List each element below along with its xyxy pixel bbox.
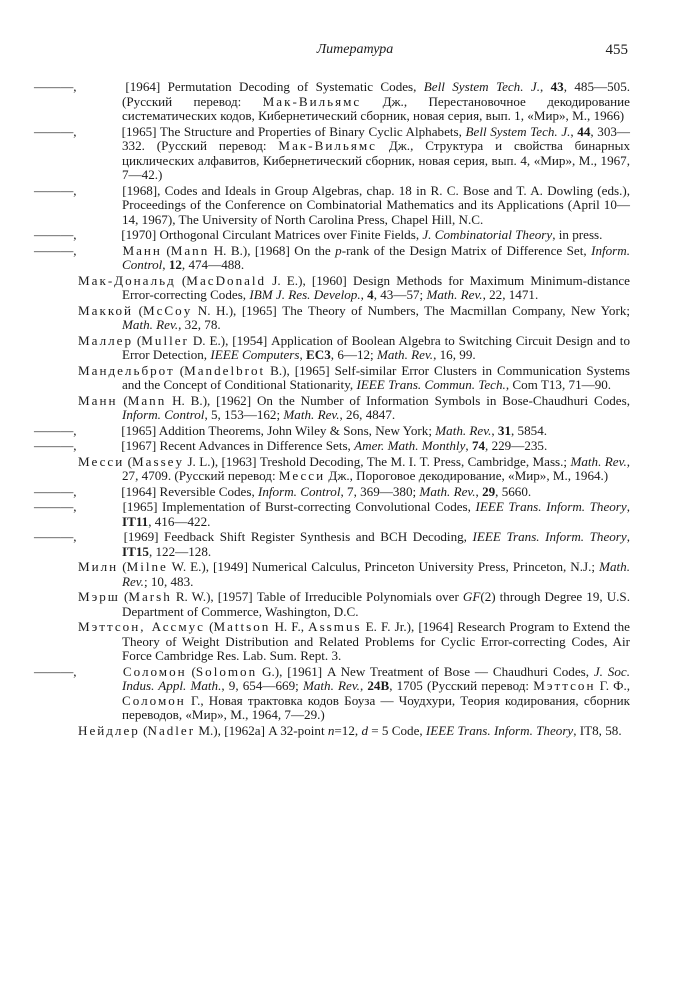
- reference-text: (: [133, 302, 143, 318]
- reference-text: , 5, 153—162;: [204, 407, 284, 422]
- italic-text: IEEE Trans. Commun. Tech.: [356, 377, 506, 392]
- reference-text: Assmus: [308, 619, 362, 634]
- reference-text: ,: [475, 483, 483, 499]
- reference-text: Дж., Пороговое декодирование, «Мир», М., 1964.): [325, 468, 609, 483]
- italic-text: Amer. Math. Monthly: [354, 438, 466, 453]
- reference-text: J. E.), [1960] Design Methods for Maximum Minimum-distance Error-correcting Codes,: [122, 272, 630, 302]
- reference-text: Mandelbrot: [184, 362, 266, 378]
- reference-entry: [34, 438, 630, 454]
- reference-text: , 22, 1471.: [482, 287, 539, 302]
- author-name: Милн: [78, 559, 119, 574]
- reference-text: -rank of the Design Matrix of Difference Set,: [341, 242, 592, 258]
- reference-text: , 43—57;: [373, 287, 427, 302]
- italic-text: Math. Rev.: [122, 317, 179, 332]
- reference-text: Nadler: [147, 722, 196, 738]
- reference-text: , 485—505. (Русский перевод:: [122, 79, 631, 109]
- bold-text: 43: [550, 79, 564, 94]
- reference-text: , 122—128.: [148, 543, 212, 559]
- reference-entry: [78, 724, 630, 739]
- reference-text: = 5 Code,: [367, 722, 426, 738]
- bold-text: 4: [367, 287, 374, 302]
- reference-text: Mann: [170, 242, 210, 258]
- reference-entry: [78, 274, 630, 303]
- reference-text: =12,: [334, 722, 362, 738]
- italic-text: Bell System Tech. J.: [423, 79, 540, 94]
- italic-text: Bell System Tech. J.: [465, 123, 571, 139]
- reference-text: Г. Ф.,: [595, 678, 631, 693]
- bold-text: 74: [471, 438, 486, 453]
- ditto-dash: ———,: [34, 79, 77, 94]
- ditto-dash: ———,: [34, 499, 77, 514]
- reference-text: (: [119, 589, 129, 604]
- italic-text: Inform. Control: [258, 483, 341, 499]
- ditto-dash: ———,: [34, 438, 77, 453]
- reference-text: , 6—12;: [330, 347, 377, 362]
- reference-text: ,: [539, 79, 551, 94]
- italic-text: d: [361, 722, 368, 738]
- reference-text: [1970] Orthogonal Circulant Matrices over Finite Fields,: [118, 227, 423, 242]
- reference-text: (: [118, 559, 127, 574]
- reference-entry: [34, 123, 631, 183]
- bold-text: 12: [168, 257, 182, 272]
- reference-text: W. E.), [1949] Numerical Calculus, Princeton University Press, Princeton, N.J.;: [167, 559, 600, 574]
- reference-text: ,: [162, 257, 169, 272]
- reference-text: ,: [360, 287, 368, 302]
- reference-text: [1965] Addition Theorems, John Wiley & Sons, New York;: [118, 422, 436, 438]
- reference-entry: [78, 334, 630, 363]
- reference-text: [1968], Codes and Ideals in Group Algebras, chap. 18 in R. C. Bose and T. A. Dowling (eds.), Proceedings of the Conference on Combinatorial Mathematics and its Applications (April 10—14, 1967), The University of North Carolina Press, Chapel Hill, N.C.: [118, 182, 630, 227]
- reference-text: ,: [359, 678, 368, 693]
- italic-text: IEEE Computers: [210, 347, 300, 362]
- reference-text: J. L.), [1963] Treshold Decoding, The M. I. T. Press, Cambridge, Mass.;: [184, 453, 571, 469]
- reference-entry: [78, 364, 630, 393]
- reference-text: H. B.), [1962] On the Number of Information Symbols in Bose-Chaudhuri Codes,: [166, 392, 630, 408]
- reference-text: B.), [1965] Self-similar Error Clusters in Communication Systems and the Concept of Conditional Stationarity,: [122, 362, 630, 392]
- reference-text: ,: [299, 347, 307, 362]
- italic-text: Math. Rev.: [283, 407, 340, 422]
- italic-text: J. Combinatorial Theory: [422, 227, 553, 242]
- reference-entry: [34, 529, 630, 559]
- italic-text: Math. Rev.: [426, 287, 483, 302]
- reference-text: McCoy: [142, 302, 193, 318]
- reference-text: Mattson: [213, 619, 271, 634]
- reference-text: (: [133, 332, 142, 348]
- reference-text: Muller: [141, 332, 189, 348]
- reference-entry: [34, 483, 630, 500]
- italic-text: Math. Rev.: [376, 347, 434, 362]
- reference-list: [34, 79, 631, 739]
- bold-text: IT15: [122, 543, 149, 559]
- reference-text: , 27, 4709. (Русский перевод:: [122, 453, 630, 483]
- reference-entry: [34, 422, 630, 439]
- ditto-dash: ———,: [34, 663, 77, 679]
- ditto-dash: ———,: [34, 242, 77, 258]
- reference-text: , 303—332. (Русский перевод:: [122, 123, 631, 153]
- reference-text: [1965] The Structure and Properties of Binary Cyclic Alphabets,: [118, 123, 466, 139]
- reference-entry: [34, 227, 630, 243]
- reference-text: ,: [491, 422, 498, 438]
- author-name: Манн: [78, 392, 118, 408]
- author-name: Маккой: [78, 302, 134, 318]
- reference-entry: [78, 590, 630, 619]
- reference-text: Дж., Структура и свойства бинарных циклических алфавитов, Кибернетический сборник, новая серия, вып. 4, «Мир», М., 1967, 7—42.): [122, 138, 630, 182]
- ditto-dash: ———,: [34, 422, 77, 438]
- reference-text: R. W.), [1957] Table of Irreducible Polynomials over: [171, 589, 463, 604]
- reference-text: [1967] Recent Advances in Difference Sets,: [118, 438, 355, 453]
- italic-text: Math. Rev.: [570, 453, 627, 469]
- reference-text: N. H.), [1965] The Theory of Numbers, The Macmillan Company, New York;: [192, 302, 630, 318]
- reference-text: Мак-Вильямс: [278, 138, 377, 153]
- italic-text: IEEE Trans. Inform. Theory: [475, 499, 627, 514]
- author-name: Мак-Дональд: [78, 272, 176, 288]
- reference-text: ; 10, 483.: [143, 573, 194, 589]
- bold-text: EC3: [306, 347, 331, 362]
- reference-text: Соломон: [122, 692, 186, 708]
- reference-text: Mann: [127, 392, 167, 408]
- italic-text: IBM J. Res. Develop.: [249, 287, 361, 302]
- reference-entry: [34, 182, 630, 228]
- reference-text: G.), [1961] A New Treatment of Bose — Chaudhuri Codes,: [257, 663, 594, 679]
- reference-text: , 7, 369—380;: [340, 483, 420, 499]
- reference-entry: [78, 620, 630, 664]
- reference-text: Соломон: [122, 663, 187, 679]
- reference-text: Massey: [132, 453, 185, 469]
- reference-text: , 5660.: [495, 483, 532, 499]
- reference-text: Манн: [122, 242, 162, 258]
- italic-text: p: [335, 242, 342, 258]
- reference-text: H. F.,: [270, 619, 309, 634]
- italic-text: Math. Rev.: [122, 559, 630, 589]
- italic-text: Math. Rev.: [419, 483, 476, 499]
- reference-text: (: [175, 272, 187, 288]
- reference-text: ,: [626, 499, 630, 514]
- author-name: Нейдлер: [78, 722, 140, 738]
- reference-text: , 26, 4847.: [339, 407, 396, 422]
- reference-text: Мэттсон: [533, 678, 596, 693]
- page-header: [80, 40, 630, 60]
- author-name: Мэрш: [78, 589, 120, 604]
- bold-text: IT11: [122, 513, 149, 529]
- reference-text: (: [161, 242, 171, 258]
- italic-text: J. Soc. Indus. Appl. Math.: [122, 663, 630, 693]
- reference-text: , in press.: [552, 227, 603, 242]
- reference-text: Мак-Вильямс: [262, 93, 362, 109]
- reference-text: H. B.), [1968] On the: [209, 242, 336, 258]
- bold-text: 29: [482, 483, 496, 499]
- reference-text: Solomon: [195, 663, 258, 679]
- reference-text: , 229—235.: [485, 438, 548, 453]
- reference-text: ,: [570, 123, 578, 139]
- ditto-dash: ———,: [34, 227, 77, 242]
- reference-text: ,: [465, 438, 472, 453]
- author-name: Мэттсон, Ассмус: [78, 619, 205, 634]
- running-title: Литература: [316, 42, 394, 57]
- reference-text: (: [124, 453, 133, 469]
- reference-text: [1969] Feedback Shift Register Synthesis and BCH Decoding,: [118, 529, 473, 544]
- reference-entry: [78, 560, 630, 589]
- author-name: Мандельброт: [78, 362, 175, 378]
- italic-text: Math. Rev.: [435, 422, 492, 438]
- ditto-dash: ———,: [34, 529, 77, 544]
- italic-text: Inform. Control: [122, 242, 630, 272]
- reference-text: D. E.), [1954] Application of Boolean Algebra to Switching Circuit Design and to Error Detection,: [122, 332, 630, 362]
- author-name: Месси: [78, 453, 125, 469]
- bold-text: 24B: [367, 678, 390, 693]
- page-number: 455: [605, 42, 628, 58]
- reference-entry: [34, 79, 631, 124]
- reference-text: , 16, 99.: [433, 347, 476, 362]
- reference-text: Дж., Перестановочное декодирование систематических кодов, Кибернетический сборник, новая серия, вып. 1, «Мир», М., 1966): [122, 93, 630, 123]
- reference-text: [1965] Implementation of Burst-correcting Convolutional Codes,: [118, 499, 476, 514]
- reference-text: Месси: [278, 468, 326, 483]
- italic-text: IEEE Trans. Inform. Theory: [425, 722, 574, 738]
- italic-text: Math. Rev.: [302, 678, 360, 693]
- author-name: Маллер: [78, 332, 133, 348]
- reference-text: (: [139, 722, 148, 738]
- reference-text: [1964] Permutation Decoding of Systematic Codes,: [118, 79, 424, 94]
- reference-entry: [34, 499, 630, 529]
- reference-text: , 32, 78.: [178, 317, 221, 332]
- reference-text: Milne: [126, 559, 168, 574]
- ditto-dash: ———,: [34, 182, 77, 198]
- reference-text: , 416—422.: [148, 513, 211, 529]
- italic-text: n: [327, 722, 335, 738]
- reference-text: (2) through Degree 19, U.S. Department of Commerce, Washington, D.C.: [122, 589, 630, 619]
- reference-text: , 9, 654—669;: [221, 678, 303, 693]
- reference-entry: [78, 394, 630, 423]
- reference-text: M.), [1962a] A 32-point: [195, 722, 328, 738]
- reference-text: MacDonald: [186, 272, 267, 288]
- reference-text: (: [186, 663, 196, 679]
- reference-text: (: [117, 392, 128, 408]
- reference-text: Г., Новая трактовка кодов Боуза — Чоудхури, Теория кодирования, сборник переводов, «Мир», М., 1964, 7—29.): [122, 692, 630, 722]
- italic-text: GF: [462, 589, 481, 604]
- reference-text: , Com T13, 71—90.: [505, 377, 612, 392]
- reference-text: [1964] Reversible Codes,: [118, 483, 259, 499]
- reference-entry: [78, 455, 630, 484]
- reference-text: , 1705 (Русский перевод:: [389, 678, 534, 693]
- reference-text: (: [174, 362, 185, 378]
- bold-text: 31: [497, 422, 511, 438]
- reference-text: , IT8, 58.: [573, 722, 622, 738]
- reference-text: Marsh: [128, 589, 172, 604]
- ditto-dash: ———,: [34, 123, 77, 139]
- italic-text: Inform. Control: [122, 407, 205, 422]
- reference-text: E. F. Jr.), [1964] Research Program to Extend the Theory of Weight Distribution and Related Problems for Cyclic Error-correcting Codes, Air Force Cambridge Res. Lab. Sum. Rept. 3.: [122, 619, 630, 663]
- italic-text: IEEE Trans. Inform. Theory: [472, 529, 627, 544]
- reference-entry: [34, 663, 631, 723]
- reference-text: , 5854.: [511, 422, 548, 438]
- reference-entry: [34, 242, 630, 273]
- reference-text: , 474—488.: [181, 257, 245, 272]
- bold-text: 44: [577, 123, 591, 139]
- reference-entry: [78, 304, 630, 333]
- reference-text: ,: [626, 529, 630, 544]
- ditto-dash: ———,: [34, 483, 77, 499]
- reference-text: (: [204, 619, 214, 634]
